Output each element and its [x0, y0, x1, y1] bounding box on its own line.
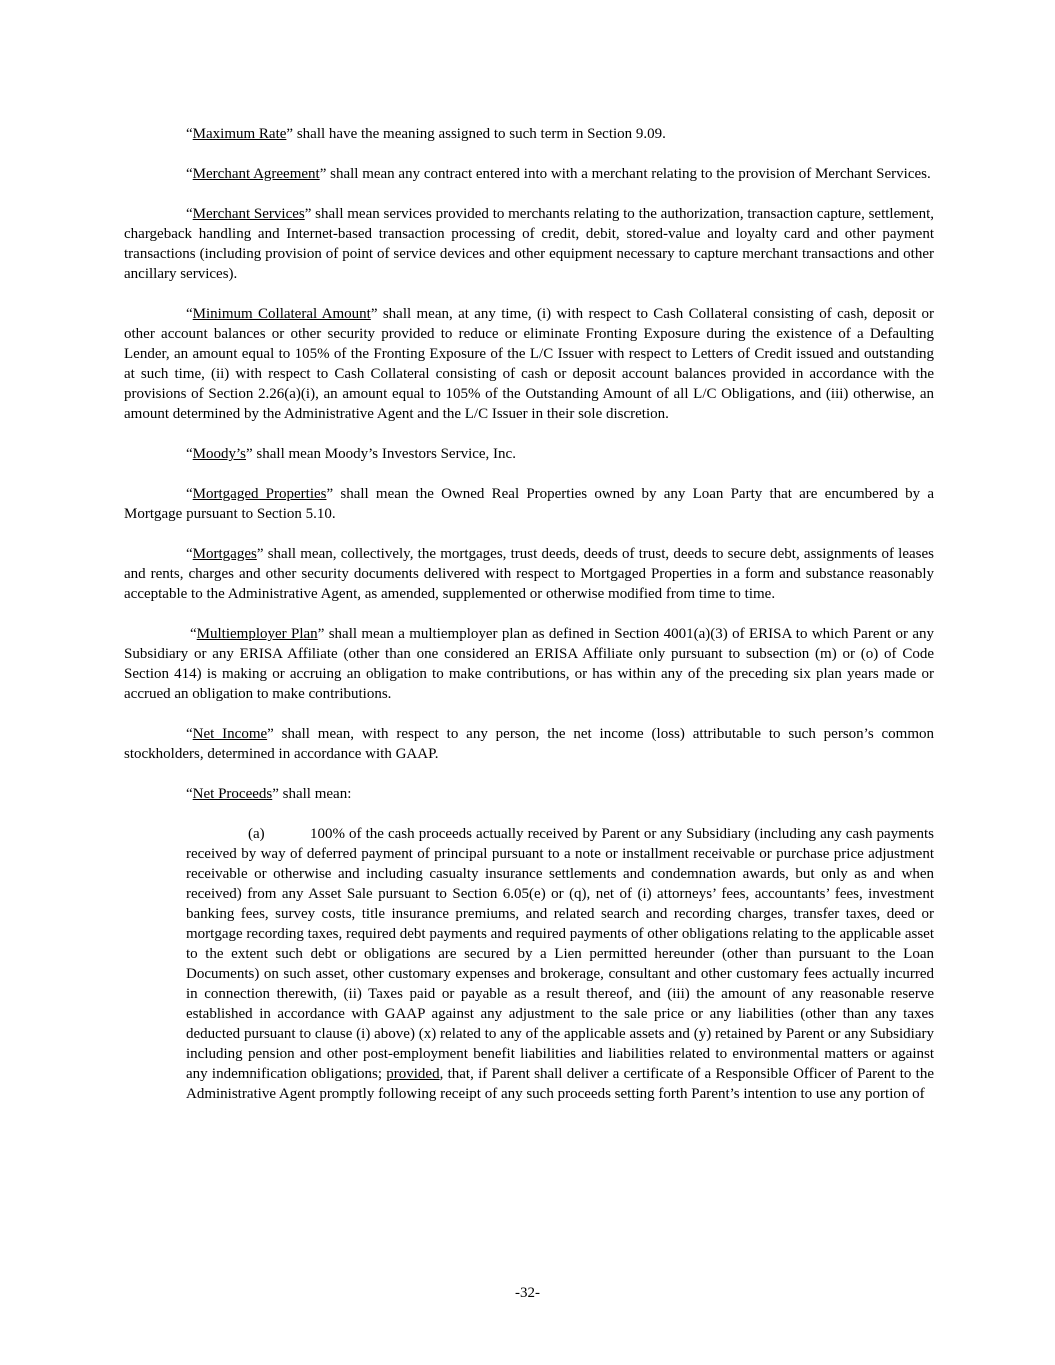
document-page — [124, 124, 934, 1104]
defined-term: Moody’s — [192, 446, 247, 462]
clause-marker: (a) — [248, 826, 265, 842]
definition-merchant-agreement — [124, 164, 934, 184]
definition-text: ” shall mean, with respect to any person, the net income (loss) attributable to such person’s common stockholders, determined in accordance with GAAP. — [124, 726, 934, 762]
definition-merchant-services — [124, 204, 934, 284]
clause-text: 100% of the cash proceeds actually received by Parent or any Subsidiary (including any cash payments received by way of deferred payment of principal pursuant to a note or installment receivable or purchase price adjustment receivable or otherwise and including casualty insurance settlements and condemnation awards, but only as and when received) from any Asset Sale pursuant to Section 6.05(e) or (q), net of (i) attorneys’ fees, accountants’ fees, investment banking fees, survey costs, title insurance premiums, and related search and recording charges, transfer taxes, deed or mortgage recording taxes, required debt payments and required payments of other obligations relating to the applicable asset to the extent such debt or obligations are secured by a Lien permitted hereunder (other than pursuant to the Loan Documents) on such asset, other customary expenses and brokerage, consultant and other customary fees actually incurred in connection therewith, (ii) Taxes paid or payable as a result thereof, and (iii) the amount of any reasonable reserve established in accordance with GAAP against any adjustment to the sale price or any liabilities (other than any taxes deducted pursuant to clause (i) above) (x) related to any of the applicable assets and (y) retained by Parent or any Subsidiary including pension and other post-employment benefit liabilities and liabilities related to environmental matters or against any indemnification obligations; — [186, 826, 934, 1082]
definition-maximum-rate — [124, 124, 934, 144]
open-quote: “ — [186, 726, 193, 742]
definition-net-income — [124, 724, 934, 764]
definition-minimum-collateral-amount — [124, 304, 934, 424]
definition-text: ” shall mean any contract entered into with a merchant relating to the provision of Merchant Services. — [319, 166, 931, 182]
defined-term: Net Income — [192, 726, 268, 742]
open-quote: “ — [186, 446, 193, 462]
definition-text: ” shall have the meaning assigned to such term in Section 9.09. — [286, 126, 666, 142]
definition-text: ” shall mean, collectively, the mortgages, trust deeds, deeds of trust, deeds to secure debt, assignments of leases and rents, charges and other security documents delivered with respect to Mortgaged Properties in a form and substance reasonably acceptable to the Administrative Agent, as amended, supplemented or otherwise modified from time to time. — [124, 546, 934, 602]
defined-term: Multiemployer Plan — [196, 626, 318, 642]
definition-text: ” shall mean: — [272, 786, 352, 802]
defined-term: Merchant Services — [192, 206, 305, 222]
definition-text: ” shall mean Moody’s Investors Service, Inc. — [246, 446, 516, 462]
definition-net-proceeds — [124, 784, 934, 804]
definition-text: ” shall mean, at any time, (i) with respect to Cash Collateral consisting of cash, deposit or other account balances or other security provided to reduce or eliminate Fronting Exposure during the existence of a Defaulting Lender, an amount equal to 105% of the Fronting Exposure of the L/C Issuer with respect to Letters of Credit issued and outstanding at such time, (ii) with respect to Cash Collateral consisting of cash or deposit account balances provided in accordance with the provisions of Section 2.26(a)(i), an amount equal to 105% of the Outstanding Amount of all L/C Obligations, and (iii) otherwise, an amount determined by the Administrative Agent and the L/C Issuer in their sole discretion. — [124, 306, 934, 422]
open-quote: “ — [186, 166, 193, 182]
open-quote: “ — [190, 626, 197, 642]
defined-term: Net Proceeds — [192, 786, 273, 802]
net-proceeds-clause-a — [186, 824, 934, 1104]
definition-text: ” shall mean the Owned Real Properties owned by any Loan Party that are encumbered by a Mortgage pursuant to Section 5.10. — [124, 486, 935, 522]
definition-mortgaged-properties — [124, 484, 934, 524]
defined-term: Minimum Collateral Amount — [192, 306, 371, 322]
open-quote: “ — [186, 306, 193, 322]
open-quote: “ — [186, 126, 193, 142]
defined-term: Merchant Agreement — [192, 166, 320, 182]
open-quote: “ — [186, 786, 193, 802]
open-quote: “ — [186, 546, 193, 562]
definition-moodys — [124, 444, 934, 464]
definition-mortgages — [124, 544, 934, 604]
definition-text: ” shall mean a multiemployer plan as defined in Section 4001(a)(3) of ERISA to which Parent or any Subsidiary or any ERISA Affiliate (other than one considered an ERISA Affiliate only pursuant to subsection (m) or (o) of Code Section 414) is making or accruing an obligation to make contributions, or has within any of the preceding six plan years made or accrued an obligation to make contributions. — [124, 626, 935, 702]
defined-term: Mortgaged Properties — [192, 486, 327, 502]
clause-text-continued: , that, if Parent shall deliver a certificate of a Responsible Officer of Parent to the Administrative Agent promptly following receipt of any such proceeds setting forth Parent’s intention to use any portion of — [186, 1066, 934, 1102]
definition-text: ” shall mean services provided to merchants relating to the authorization, transaction capture, settlement, chargeback handling and Internet-based transaction processing of credit, debit, stored-value and loyalty card and other payment transactions (including provision of point of service devices and other equipment necessary to capture merchant transactions and other ancillary services). — [124, 206, 934, 282]
proviso-term: provided — [386, 1066, 440, 1082]
open-quote: “ — [186, 206, 193, 222]
open-quote: “ — [186, 486, 193, 502]
page-number: -32- — [515, 1285, 540, 1301]
definition-multiemployer-plan — [124, 624, 934, 704]
defined-term: Maximum Rate — [192, 126, 287, 142]
defined-term: Mortgages — [192, 546, 257, 562]
